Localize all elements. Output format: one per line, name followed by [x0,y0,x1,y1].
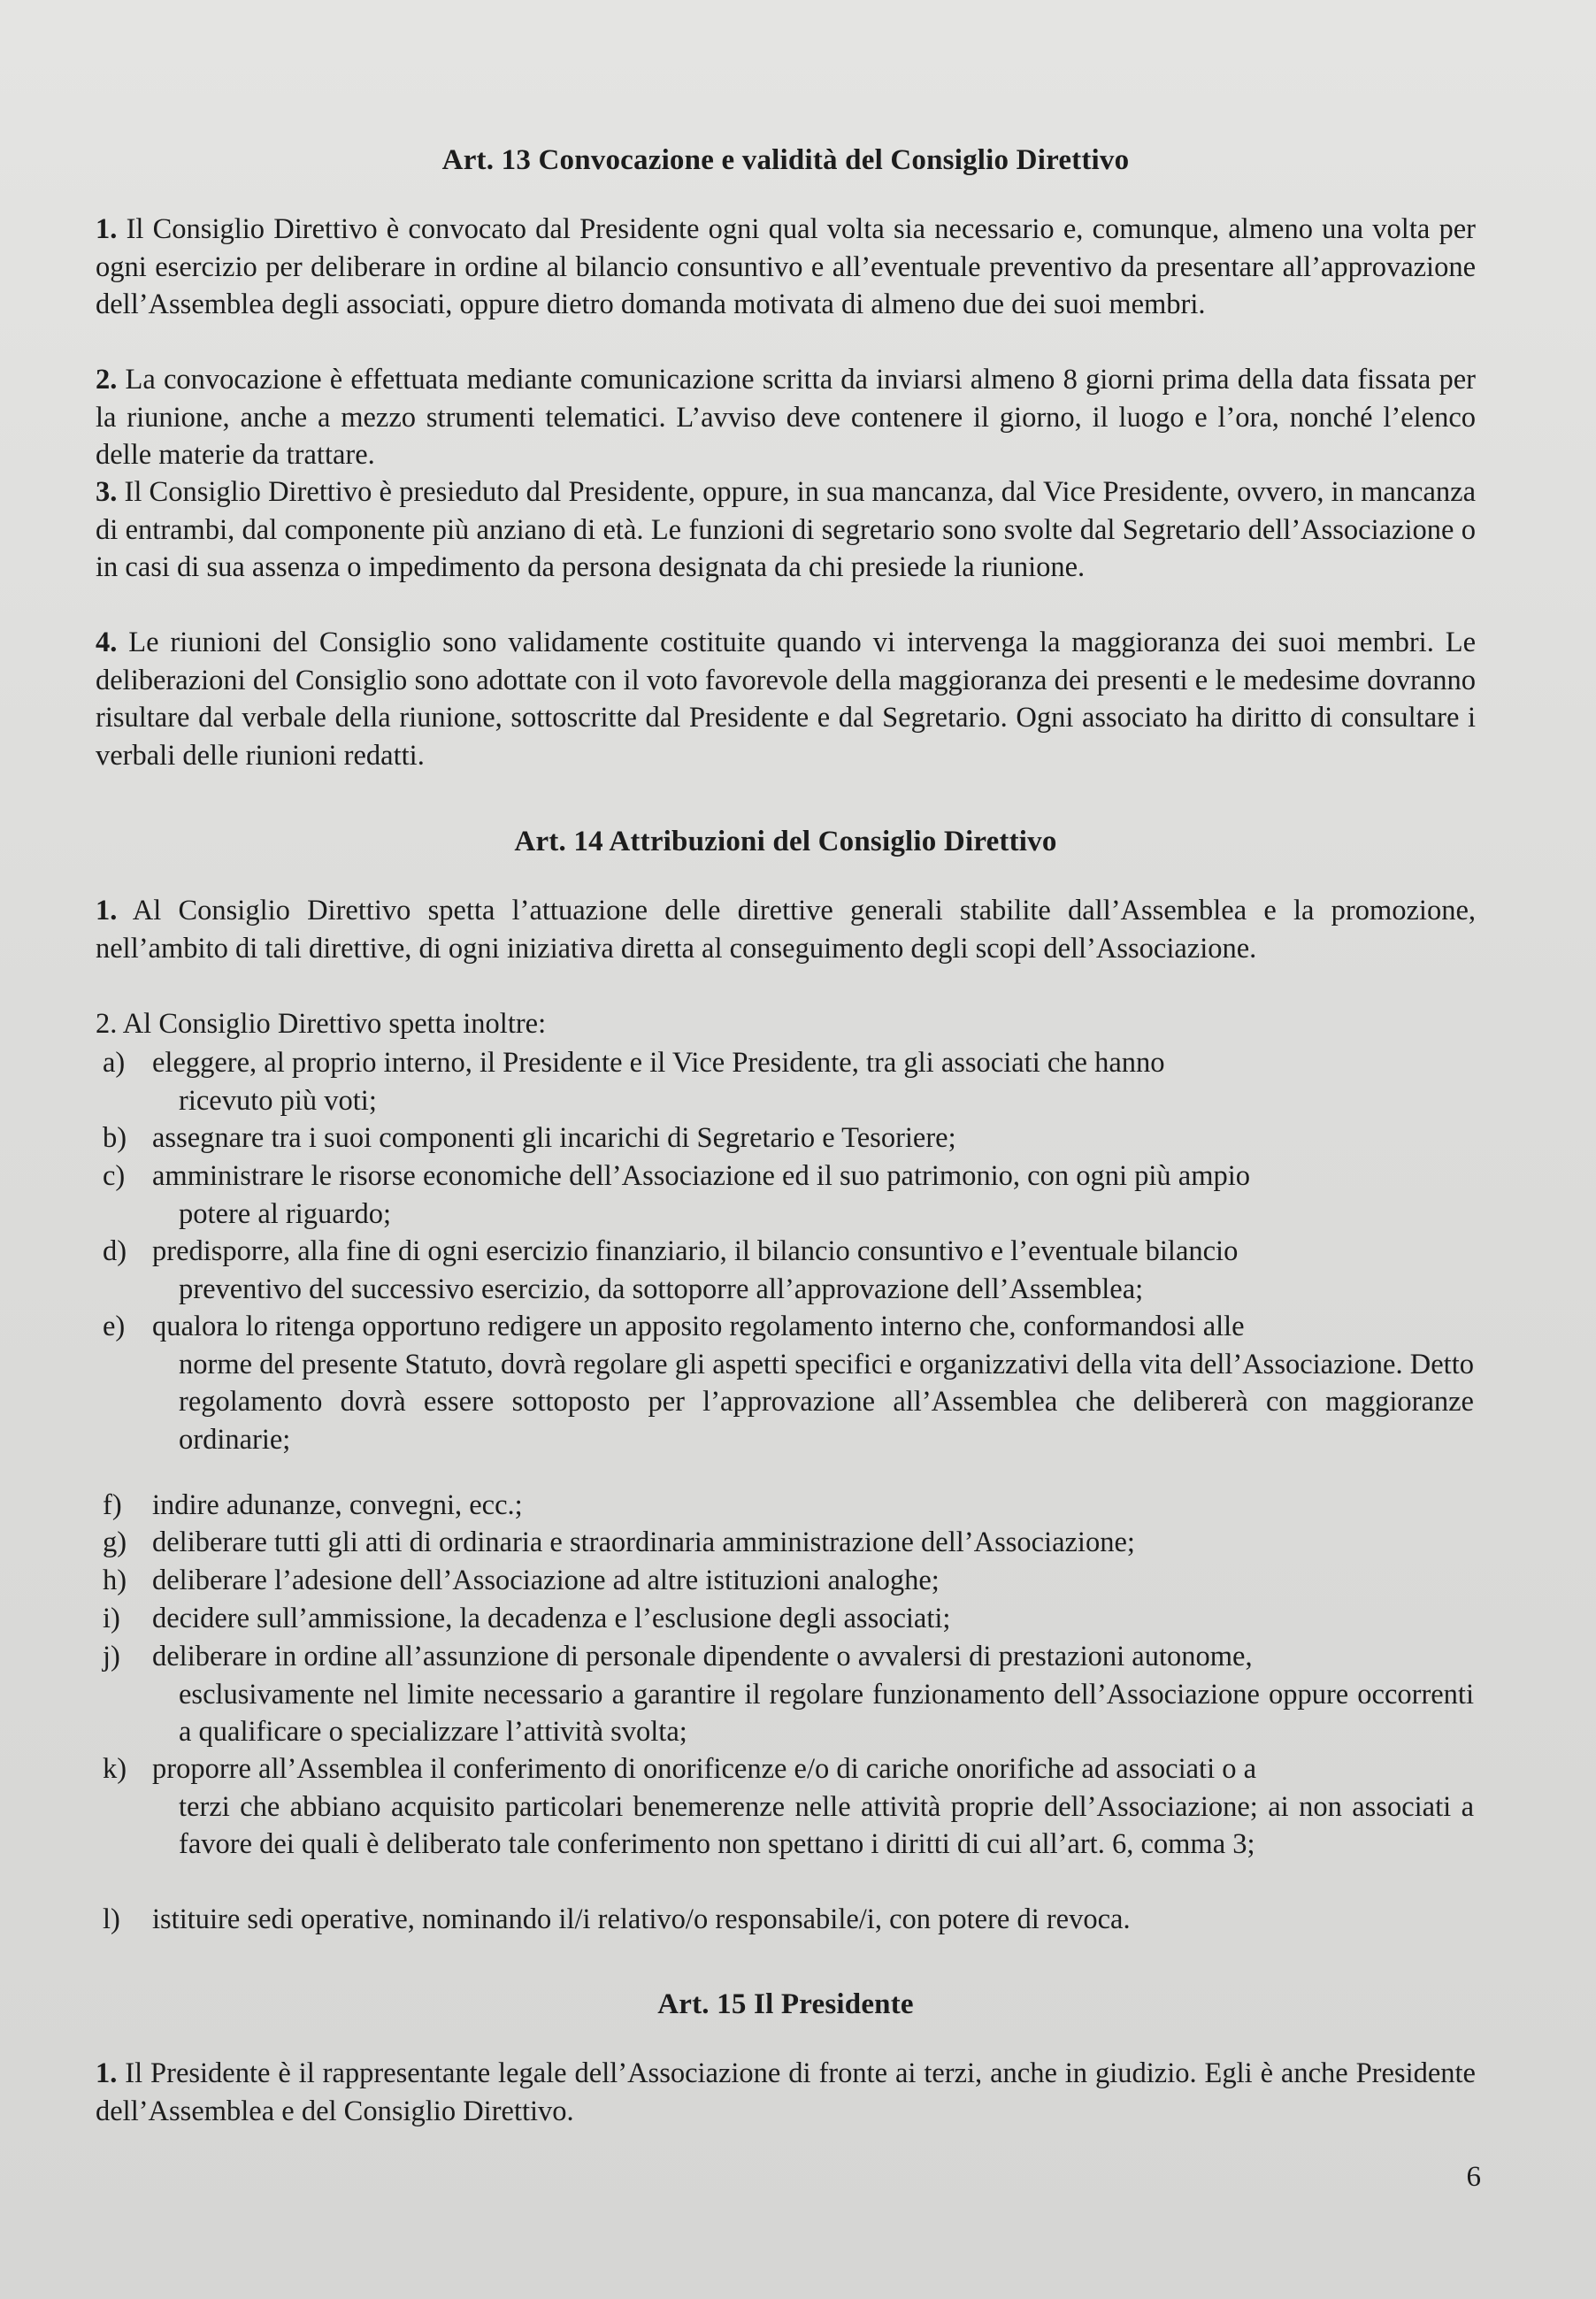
art13-paragraph-4 [96,624,1476,774]
paragraph-text: Al Consiglio Direttivo spetta l’attuazione delle direttive generali stabilite dall’Assemblea e la promozione, nell’ambito di tali direttive, di ogni iniziativa diretta al conseguimento degli scopi dell’Associazione. [96,895,1476,965]
art13-paragraph-1 [96,211,1476,324]
paragraph-text: La convocazione è effettuata mediante comunicazione scritta da inviarsi almeno 8 giorni prima della data fissata per la riunione, anche a mezzo strumenti telematici. L’avviso deve contenere il giorno, il luogo e l’ora, nonché l’elenco delle materie da trattare. [96,364,1476,471]
paragraph-text: Al Consiglio Direttivo spetta inoltre: [117,1008,547,1040]
paragraph-number: 1. [96,213,118,245]
art14-paragraph-2 [96,1005,1476,1043]
page-number: 6 [1466,2161,1481,2193]
list-item-e [103,1308,1474,1458]
list-item-b [103,1119,1474,1157]
list-letter: k) [103,1753,127,1785]
list-text: proporre all’Assemblea il conferimento di onorificenze e/o di cariche onorifiche ad associati o a [152,1753,1257,1785]
paragraph-number: 3. [96,476,118,508]
paragraph-number: 4. [96,627,118,658]
list-item-h [103,1562,1474,1600]
art15-paragraph-1 [96,2055,1476,2130]
list-text: deliberare tutti gli atti di ordinaria e straordinaria amministrazione dell’Associazione; [152,1526,1135,1558]
art14-heading: Art. 14 Attribuzioni del Consiglio Direttivo [514,826,1057,857]
art13-paragraph-3 [96,473,1476,587]
list-letter: h) [103,1565,127,1596]
list-letter: g) [103,1526,127,1558]
list-text-continued: norme del presente Statuto, dovrà regolare gli aspetti specifici e organizzativi della vita dell’Associazione. Detto regolamento dovrà essere sottoposto per l’approvazione all’Assemblea che delibererà con maggioranze ordinarie; [179,1348,1474,1456]
paragraph-number: 2. [96,364,118,396]
paragraph-text: Il Presidente è il rappresentante legale dell’Associazione di fronte ai terzi, anche in giudizio. Egli è anche Presidente dell’Assemblea e del Consiglio Direttivo. [96,2057,1476,2127]
list-letter: l) [103,1903,120,1935]
list-text-continued: terzi che abbiano acquisito particolari benemerenze nelle attività proprie dell’Associazione; ai non associati a favore dei quali è deliberato tale conferimento non spettano i diritti di cui all’art. 6, comma 3; [179,1790,1474,1860]
art15-heading: Art. 15 Il Presidente [657,1988,914,2020]
list-text: deliberare in ordine all’assunzione di personale dipendente o avvalersi di prestazioni autonome, [152,1641,1253,1672]
paragraph-text: Il Consiglio Direttivo è presieduto dal Presidente, oppure, in sua mancanza, dal Vice Presidente, ovvero, in mancanza di entrambi, dal componente più anziano di età. Le funzioni di segretario sono svolte dal Segretario dell’Associazione o in casi di sua assenza o impedimento da persona designata da chi presiede la riunione. [96,476,1476,583]
list-text-continued: ricevuto più voti; [179,1084,377,1117]
paragraph-text: Il Consiglio Direttivo è convocato dal Presidente ogni qual volta sia necessario e, comunque, almeno una volta per ogni esercizio per deliberare in ordine al bilancio consuntivo e all’eventuale preventivo da presentare all’approvazione dell’Assemblea degli associati, oppure dietro domanda motivata di almeno due dei suoi membri. [96,213,1476,320]
list-text: eleggere, al proprio interno, il Presidente e il Vice Presidente, tra gli associati che hanno [152,1047,1165,1079]
list-text: decidere sull’ammissione, la decadenza e l’esclusione degli associati; [152,1603,951,1634]
art13-paragraph-2 [96,361,1476,474]
list-text-continued: preventivo del successivo esercizio, da sottoporre all’approvazione dell’Assemblea; [179,1273,1144,1305]
list-text: deliberare l’adesione dell’Associazione ad altre istituzioni analoghe; [152,1565,940,1596]
list-item-i [103,1600,1474,1638]
list-letter: d) [103,1235,127,1267]
list-letter: a) [103,1047,126,1079]
list-item-f [103,1487,1474,1525]
list-letter: i) [103,1603,120,1634]
list-text: assegnare tra i suoi componenti gli incarichi di Segretario e Tesoriere; [152,1122,956,1154]
list-item-l [103,1901,1474,1939]
list-text: amministrare le risorse economiche dell’Associazione ed il suo patrimonio, con ogni più ampio [152,1160,1250,1192]
list-letter: f) [103,1489,122,1521]
list-item-d [103,1233,1474,1308]
list-item-g [103,1524,1474,1562]
list-text: indire adunanze, convegni, ecc.; [152,1489,523,1521]
paragraph-number: 1. [96,895,118,927]
art13-heading: Art. 13 Convocazione e validità del Consiglio Direttivo [441,144,1130,176]
paragraph-number: 1. [96,2057,118,2089]
list-text-continued: potere al riguardo; [179,1197,392,1230]
list-letter: j) [103,1641,120,1672]
list-text: qualora lo ritenga opportuno redigere un apposito regolamento interno che, conformandosi alle [152,1311,1245,1342]
list-text: predisporre, alla fine di ogni esercizio finanziario, il bilancio consuntivo e l’eventuale bilancio [152,1235,1239,1267]
list-text: istituire sedi operative, nominando il/i relativo/o responsabile/i, con potere di revoca. [152,1903,1131,1935]
list-item-c [103,1157,1474,1233]
paragraph-text: Le riunioni del Consiglio sono validamente costituite quando vi intervenga la maggioranza dei suoi membri. Le deliberazioni del Consiglio sono adottate con il voto favorevole della maggioranza dei presenti e le medesime dovranno risultare dal verbale della riunione, sottoscritte dal Presidente e dal Segretario. Ogni associato ha diritto di consultare i verbali delle riunioni redatti. [96,627,1476,772]
list-item-a [103,1044,1474,1119]
list-letter: c) [103,1160,126,1192]
list-letter: e) [103,1311,126,1342]
list-item-k [103,1750,1474,1864]
list-item-j [103,1638,1474,1751]
list-text-continued: esclusivamente nel limite necessario a garantire il regolare funzionamento dell’Associazione oppure occorrenti a qualificare o specializzare l’attività svolta; [179,1678,1474,1748]
list-letter: b) [103,1122,127,1154]
paragraph-number: 2. [96,1008,118,1040]
art14-paragraph-1 [96,892,1476,967]
